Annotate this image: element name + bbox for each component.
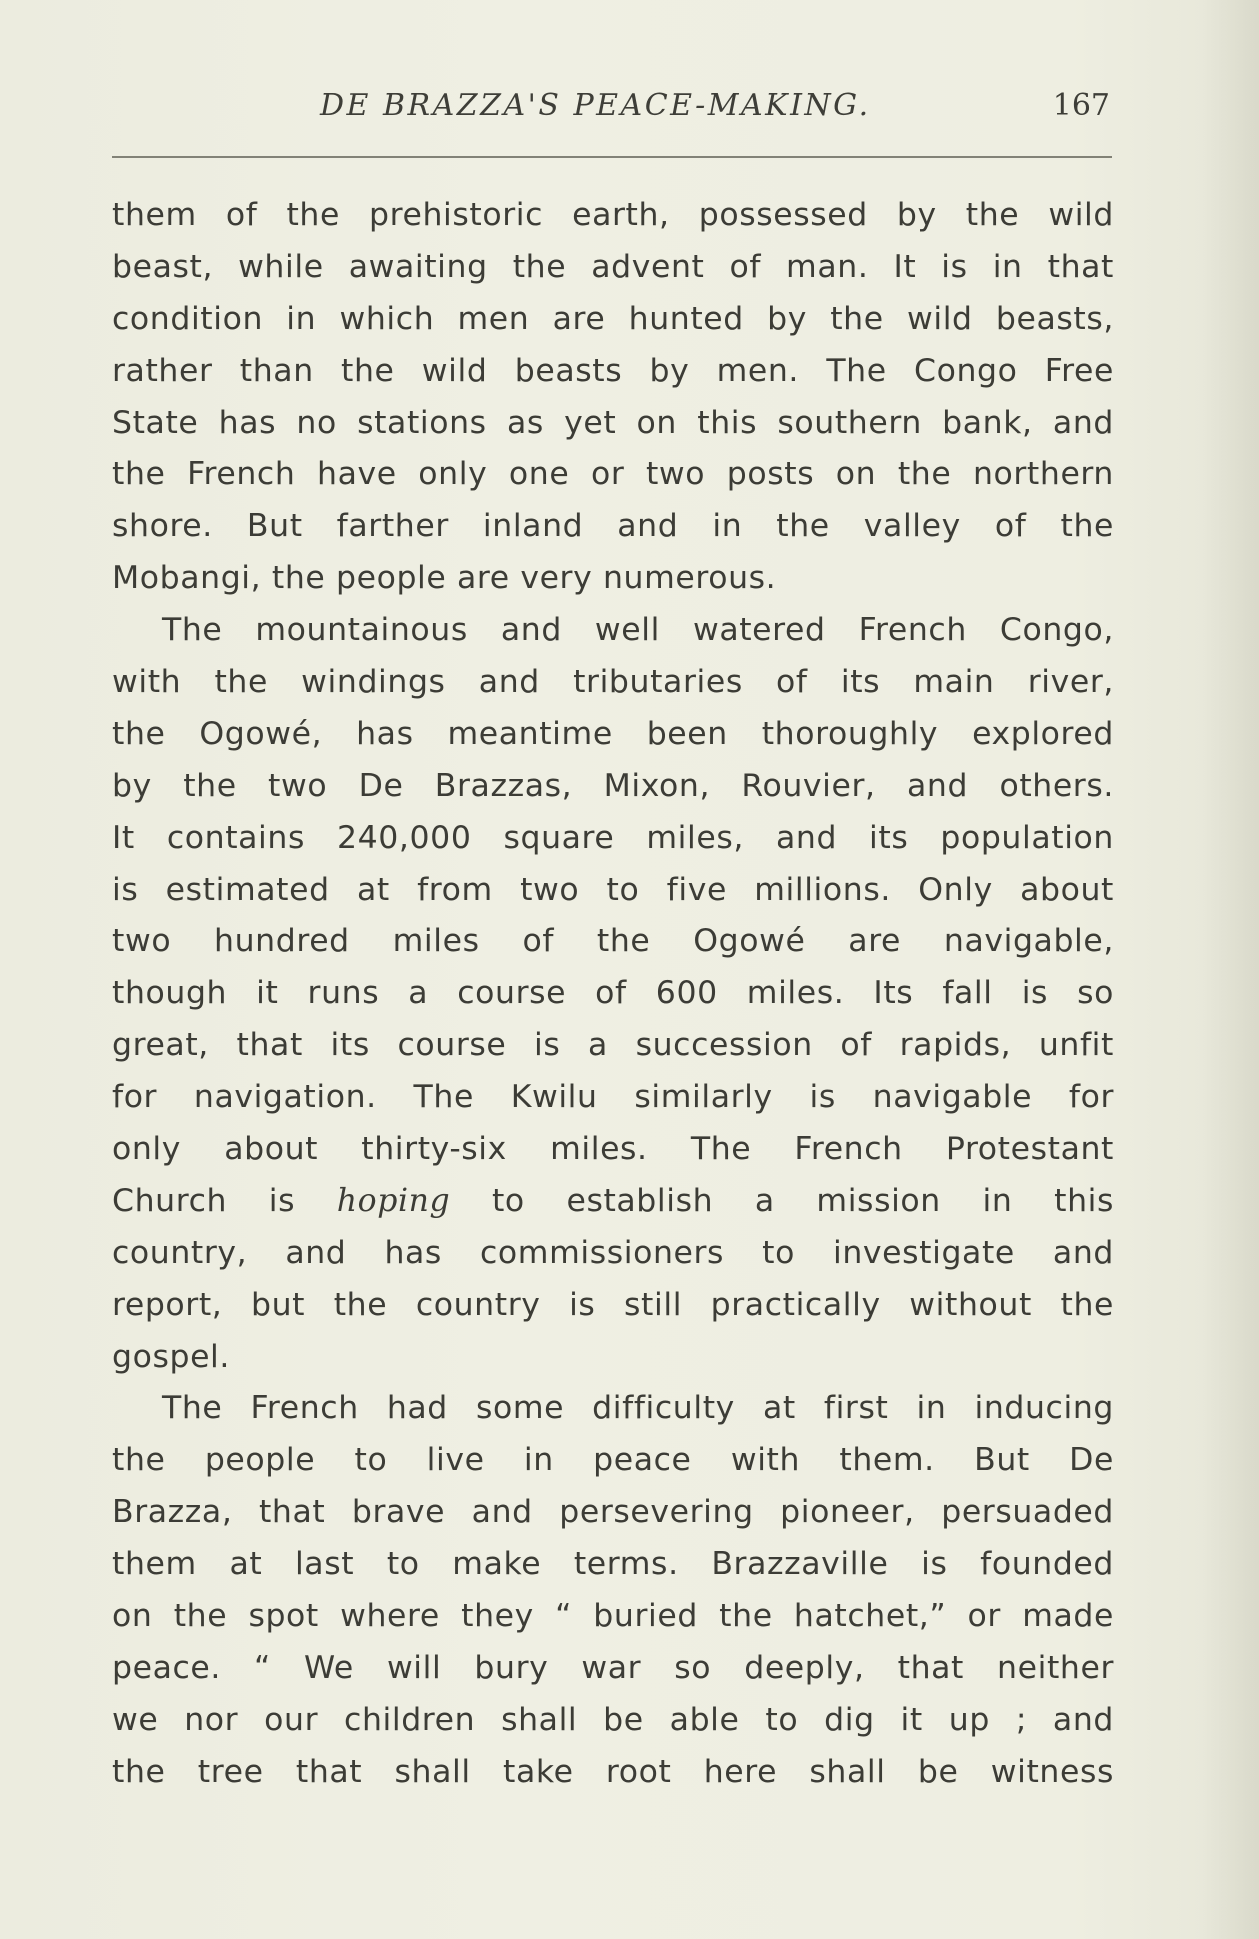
page-edge-shadow: [1199, 0, 1259, 1939]
text-line: only about thirty-six miles. The French Protestant: [112, 1131, 1114, 1168]
text-line: the Ogowé, has meantime been thoroughly explored: [112, 715, 1114, 752]
text-line: on the spot where they “ buried the hatchet,” or made: [112, 1598, 1114, 1635]
text-line: them at last to make terms. Brazzaville is founded: [112, 1546, 1114, 1583]
text-line: beast, while awaiting the advent of man. It is in that: [112, 248, 1114, 285]
running-title: DE BRAZZA'S PEACE-MAKING.: [320, 88, 871, 123]
text-line: [112, 1176, 1114, 1228]
text-line: State has no stations as yet on this southern bank, and: [112, 404, 1114, 441]
text-line: gospel.: [112, 1338, 231, 1375]
text-line: country, and has commissioners to investigate and: [112, 1234, 1114, 1271]
text-segment: Church is: [112, 1182, 337, 1219]
text-line: we nor our children shall be able to dig it up ; and: [112, 1701, 1114, 1738]
running-header: [110, 88, 1110, 138]
text-line: shore. But farther inland and in the valley of the: [112, 508, 1114, 545]
text-line: with the windings and tributaries of its main river,: [112, 664, 1114, 701]
italic-word: hoping: [336, 1182, 451, 1219]
text-line: by the two De Brazzas, Mixon, Rouvier, and others.: [112, 767, 1114, 804]
text-segment: to establish a mission in this: [450, 1182, 1114, 1219]
text-line: report, but the country is still practically without the: [112, 1286, 1114, 1323]
text-line: the people to live in peace with them. But De: [112, 1442, 1114, 1479]
text-line: great, that its course is a succession of rapids, unfit: [112, 1027, 1114, 1064]
page-number: 167: [1052, 88, 1110, 123]
text-line: Mobangi, the people are very numerous.: [112, 560, 777, 597]
text-line: Brazza, that brave and persevering pioneer, persuaded: [112, 1494, 1114, 1531]
text-line: It contains 240,000 square miles, and its population: [112, 819, 1114, 856]
header-rule: [112, 156, 1112, 158]
text-line: peace. “ We will bury war so deeply, that neither: [112, 1649, 1114, 1686]
text-line: The mountainous and well watered French Congo,: [162, 612, 1114, 649]
text-line: though it runs a course of 600 miles. Its fall is so: [112, 975, 1114, 1012]
text-line: the tree that shall take root here shall be witness: [112, 1753, 1114, 1790]
text-line: two hundred miles of the Ogowé are navigable,: [112, 923, 1114, 960]
body-text: [112, 190, 1114, 1799]
text-line: the French have only one or two posts on the northern: [112, 456, 1114, 493]
text-line: condition in which men are hunted by the wild beasts,: [112, 300, 1114, 337]
text-line: for navigation. The Kwilu similarly is navigable for: [112, 1079, 1114, 1116]
text-line: them of the prehistoric earth, possessed by the wild: [112, 197, 1114, 233]
text-line: rather than the wild beasts by men. The Congo Free: [112, 352, 1114, 389]
text-line: is estimated at from two to five millions. Only about: [112, 871, 1114, 908]
text-line: The French had some difficulty at first in inducing: [162, 1390, 1114, 1427]
